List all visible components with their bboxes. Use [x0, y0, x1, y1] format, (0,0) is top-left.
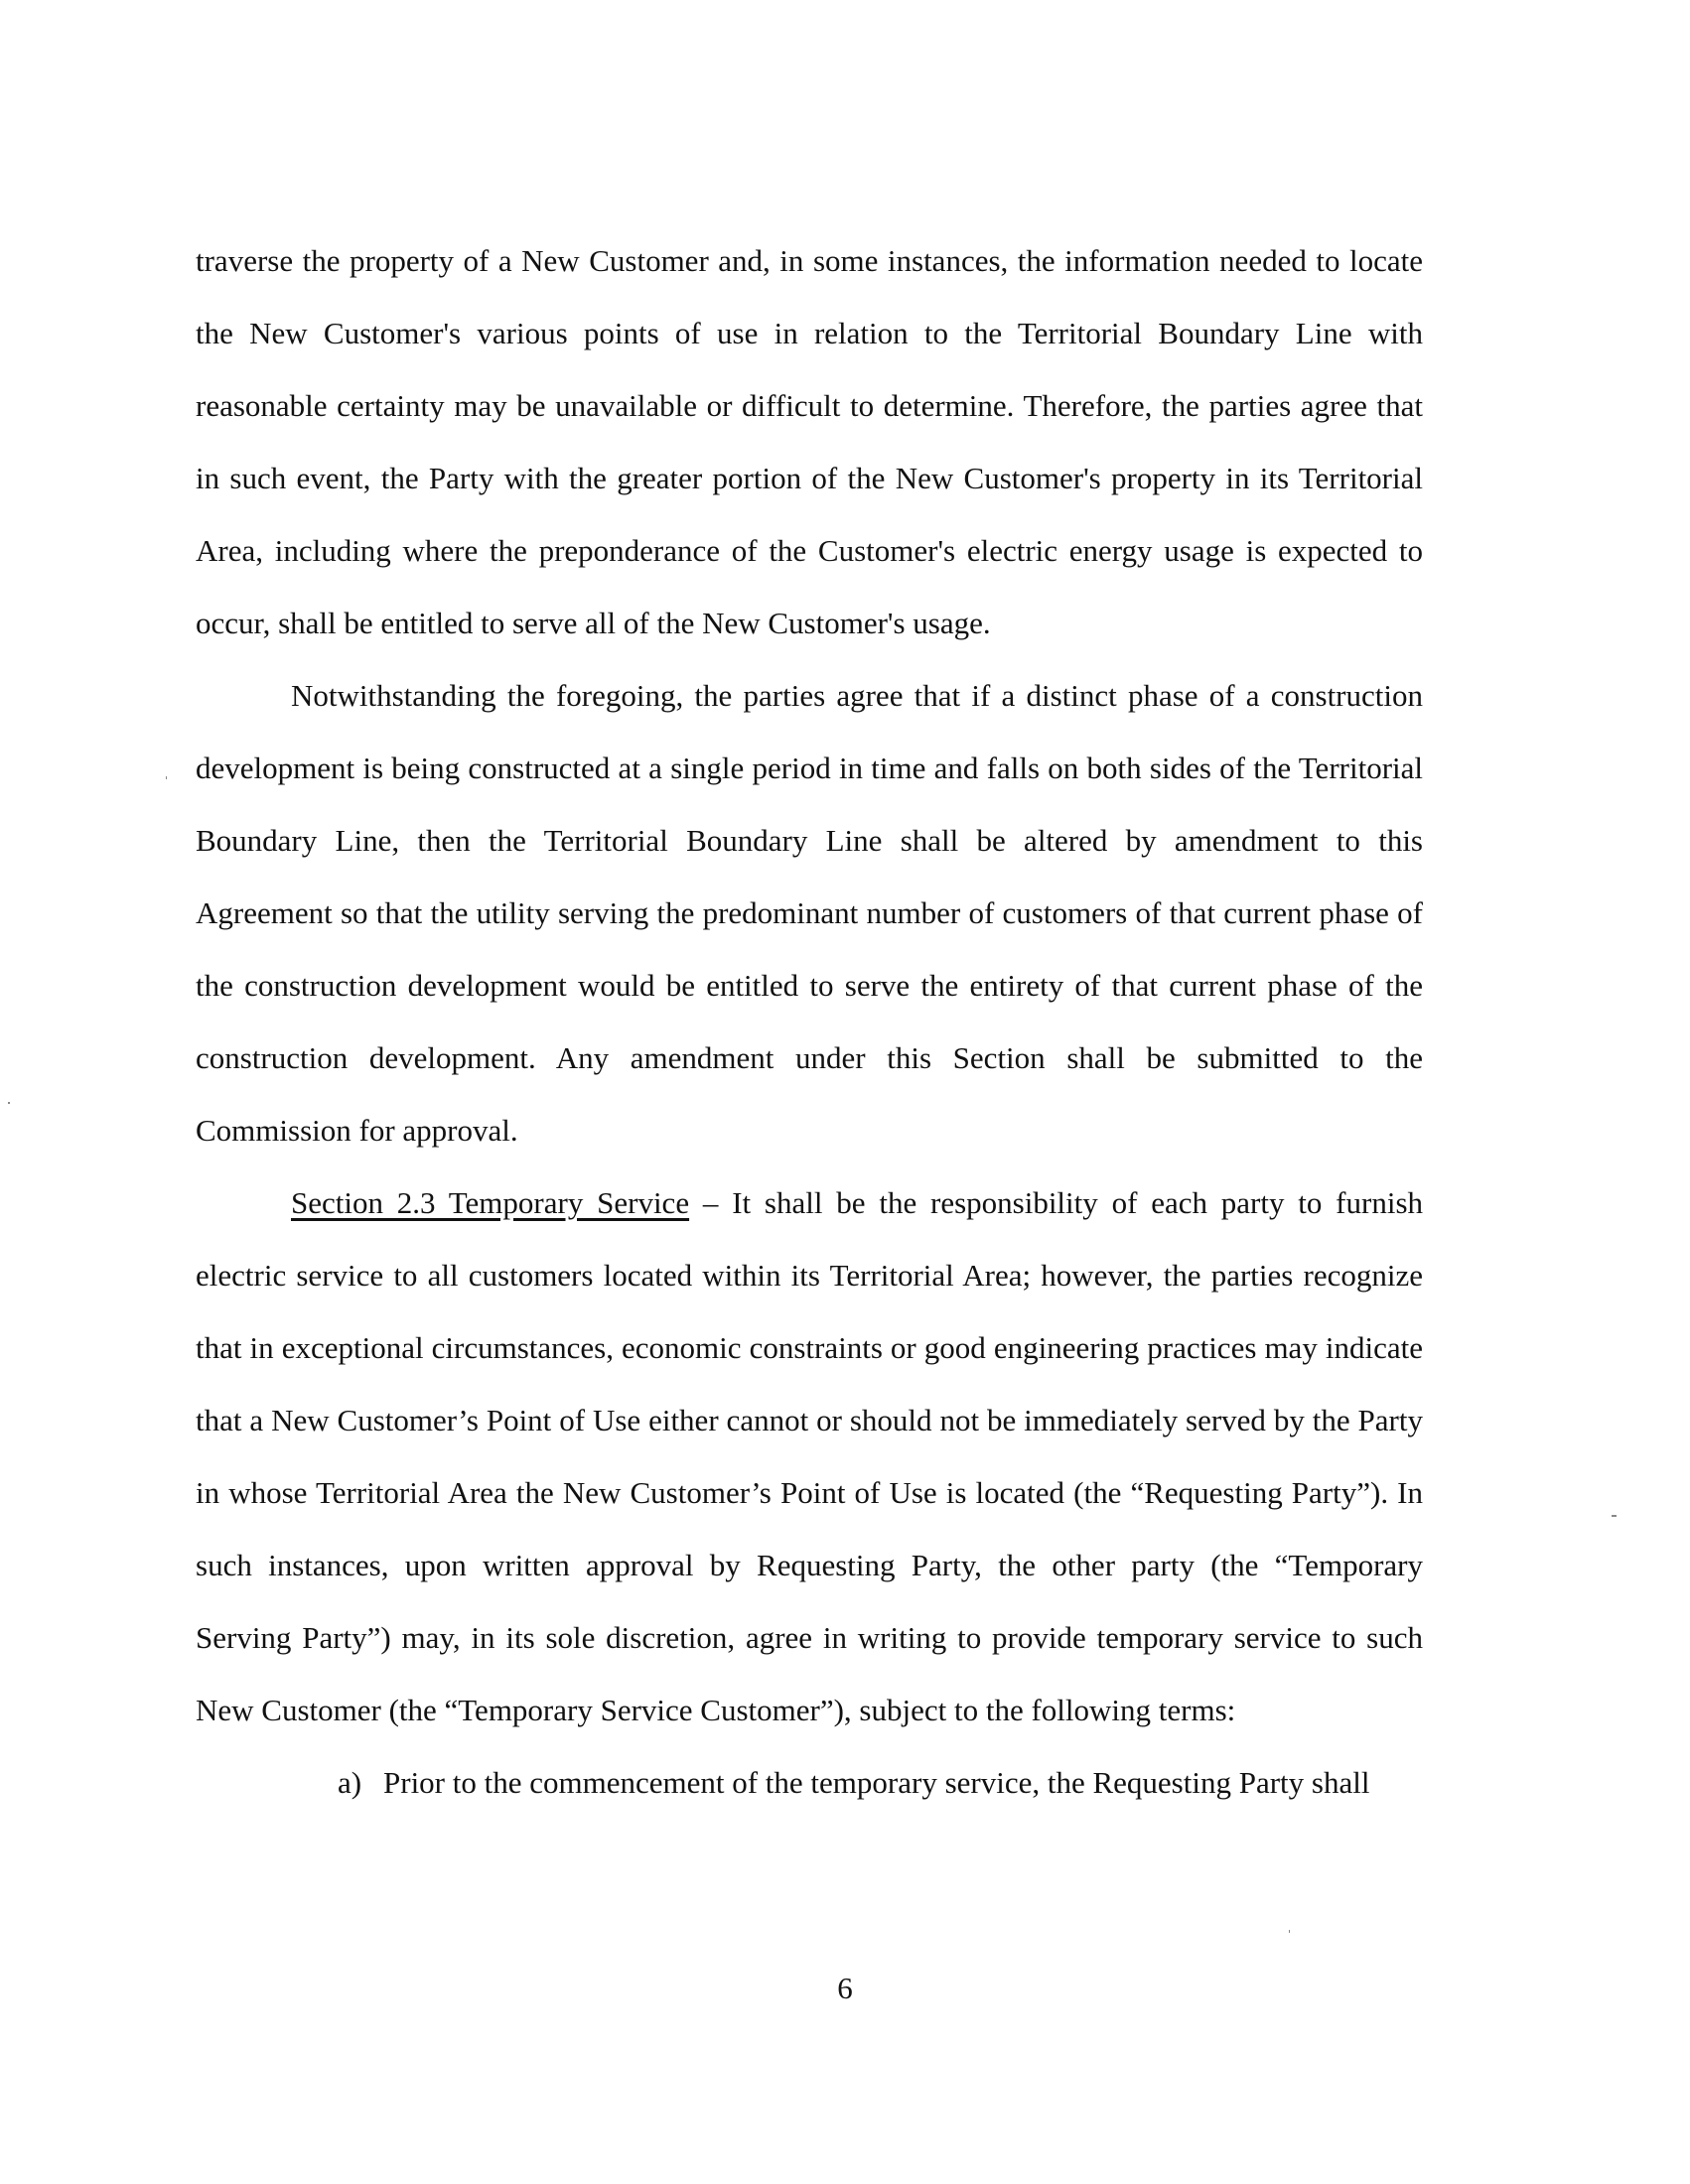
section-body: It shall be the responsibility of each party to furnish electric service to all customers located within its Territorial Area; however, the parties recognize that in exceptional circumstances, economic constraints or good engineering practices may indicate that a New Customer’s Point of Use either cannot or should not be immediately served by the Party in whose Territorial Area the New Customer’s Point of Use is located (the “Requesting Party”). In such instances, upon written approval by Requesting Party, the other party (the “Temporary Serving Party”) may, in its sole discretion, agree in writing to provide temporary service to such New Customer (the “Temporary Service Customer”), subject to the following terms:	[196, 1185, 1424, 1727]
scan-speck	[8, 1102, 10, 1104]
section-heading: Section 2.3 Temporary Service	[291, 1185, 690, 1220]
list-item-a	[196, 1746, 1423, 1819]
scan-speck	[166, 776, 167, 779]
list-item-text: Prior to the commencement of the temporary service, the Requesting Party shall	[383, 1765, 1370, 1800]
document-body	[196, 224, 1423, 1819]
scan-speck	[1612, 1515, 1617, 1517]
paragraph-section-2-3	[196, 1166, 1423, 1746]
scan-speck	[1289, 1930, 1290, 1933]
paragraph-continuation: traverse the property of a New Customer and, in some instances, the information needed to locate the New Customer's various points of use in relation to the Territorial Boundary Line with reasonable certainty may be unavailable or difficult to determine. Therefore, the parties agree that in such event, the Party with the greater portion of the New Customer's property in its Territorial Area, including where the preponderance of the Customer's electric energy usage is expected to occur, shall be entitled to serve all of the New Customer's usage.	[196, 243, 1423, 640]
list-marker: a)	[338, 1765, 362, 1800]
paragraph-notwithstanding: Notwithstanding the foregoing, the parties agree that if a distinct phase of a construction development is being constructed at a single period in time and falls on both sides of the Territorial Boundary Line, then the Territorial Boundary Line shall be altered by amendment to this Agreement so that the utility serving the predominant number of customers of that current phase of the construction development would be entitled to serve the entirety of that current phase of the construction development. Any amendment under this Section shall be submitted to the Commission for approval.	[196, 678, 1423, 1148]
page-number: 6	[837, 1971, 853, 2005]
heading-separator: –	[689, 1185, 733, 1220]
